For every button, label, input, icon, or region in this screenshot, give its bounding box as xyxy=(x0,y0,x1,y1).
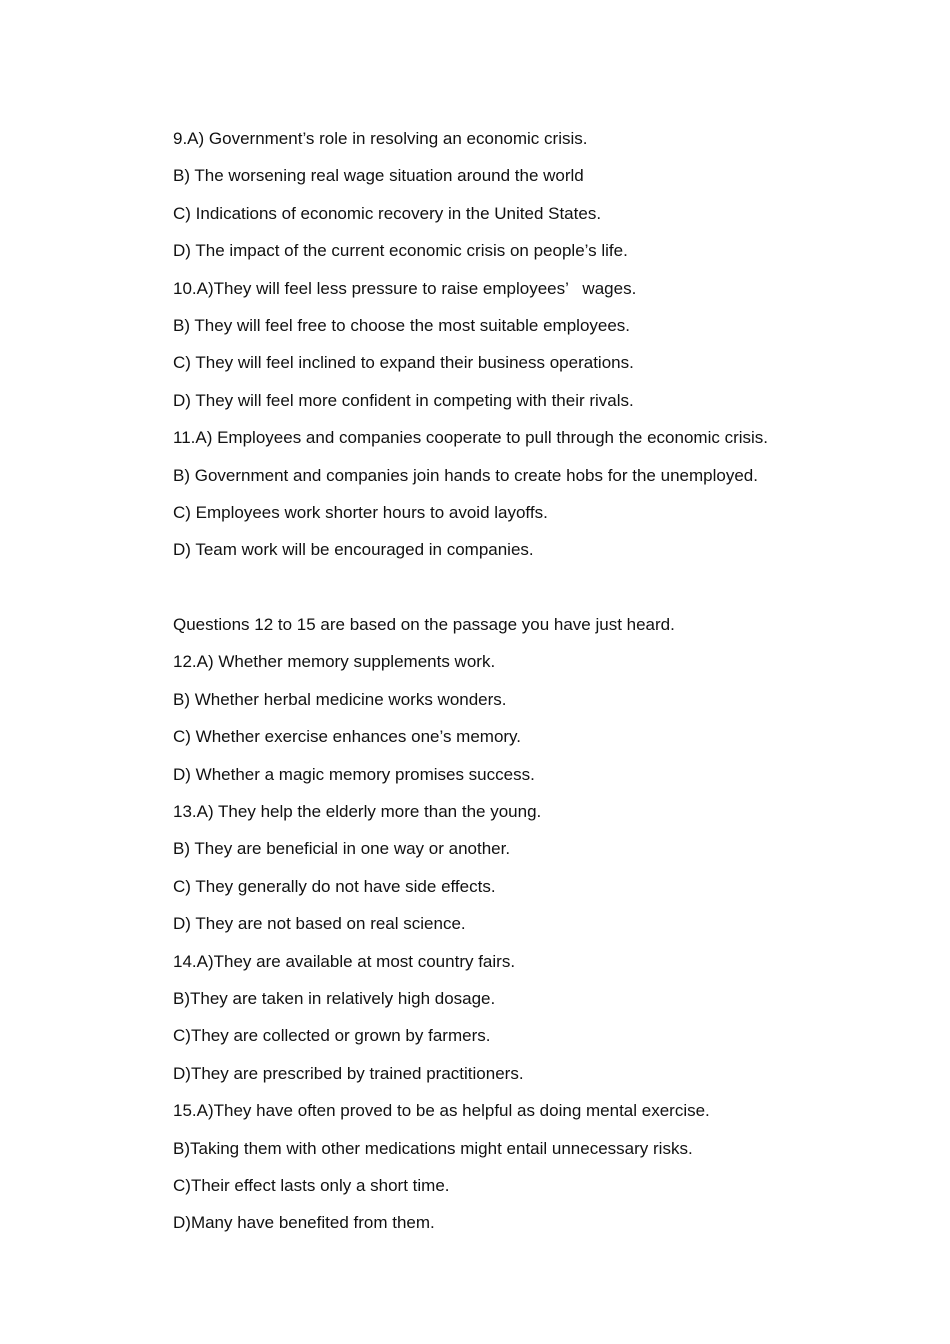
q15-option-c: C)Their effect lasts only a short time. xyxy=(173,1175,450,1195)
q11-option-a: 11.A) Employees and companies cooperate to pull through the economic crisis. xyxy=(173,428,769,448)
q10-option-b: B) They will feel free to choose the most suitable employees. xyxy=(173,316,631,336)
section-heading: Questions 12 to 15 are based on the passage you have just heard. xyxy=(173,614,675,634)
q10-option-d: D) They will feel more confident in competing with their rivals. xyxy=(173,390,634,410)
q9-option-b: B) The worsening real wage situation around the world xyxy=(173,166,584,186)
q13-option-d: D) They are not based on real science. xyxy=(173,914,466,934)
q11-option-b: B) Government and companies join hands to create hobs for the unemployed. xyxy=(173,465,758,485)
q15-option-d: D)Many have benefited from them. xyxy=(173,1213,435,1233)
q14-option-a: 14.A)They are available at most country fairs. xyxy=(173,951,516,971)
q9-option-a: 9.A) Government’s role in resolving an economic crisis. xyxy=(173,129,588,148)
q13-option-c: C) They generally do not have side effects. xyxy=(173,876,496,896)
q14-option-d: D)They are prescribed by trained practitioners. xyxy=(173,1063,524,1083)
q12-option-a: 12.A) Whether memory supplements work. xyxy=(173,652,496,672)
q14-option-c: C)They are collected or grown by farmers. xyxy=(173,1026,491,1046)
q12-option-c: C) Whether exercise enhances one’s memory. xyxy=(173,727,522,747)
q15-option-a: 15.A)They have often proved to be as helpful as doing mental exercise. xyxy=(173,1101,710,1121)
q11-option-c: C) Employees work shorter hours to avoid layoffs. xyxy=(173,503,548,523)
q13-option-a: 13.A) They help the elderly more than the young. xyxy=(173,801,542,821)
q14-option-b: B)They are taken in relatively high dosage. xyxy=(173,988,496,1008)
q13-option-b: B) They are beneficial in one way or another. xyxy=(173,839,511,859)
q9-option-c: C) Indications of economic recovery in the United States. xyxy=(173,203,602,223)
q10-option-c: C) They will feel inclined to expand their business operations. xyxy=(173,353,634,373)
q9-option-d: D) The impact of the current economic crisis on people’s life. xyxy=(173,241,628,261)
q12-option-d: D) Whether a magic memory promises success. xyxy=(173,764,535,784)
section-gap xyxy=(173,569,873,606)
q10-option-a: 10.A)They will feel less pressure to raise employees’ wages. xyxy=(173,278,637,298)
q15-option-b: B)Taking them with other medications might entail unnecessary risks. xyxy=(173,1138,693,1158)
document-content xyxy=(173,120,873,1242)
q11-option-d: D) Team work will be encouraged in companies. xyxy=(173,540,534,560)
q12-option-b: B) Whether herbal medicine works wonders. xyxy=(173,689,507,709)
